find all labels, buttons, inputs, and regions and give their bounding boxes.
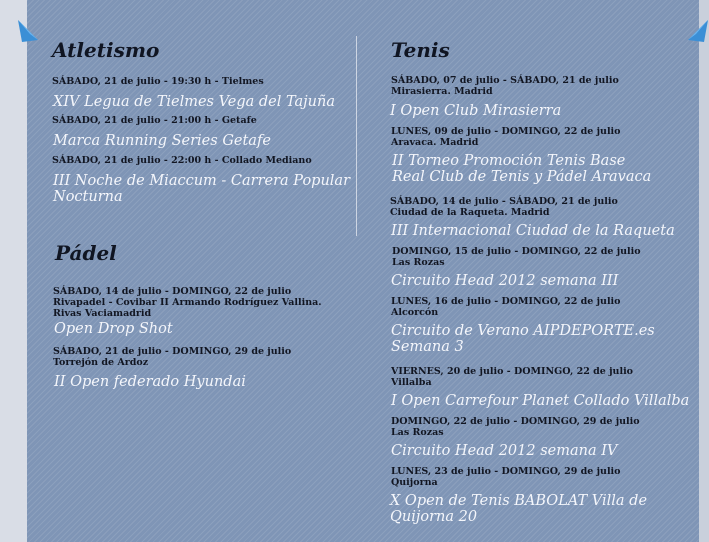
- event-meta: LUNES, 16 de julio - DOMINGO, 22 de julio Alcorcón: [391, 296, 621, 318]
- section-title-padel: Pádel: [55, 241, 117, 265]
- event-meta: SÁBADO, 21 de julio - DOMINGO, 29 de julio Torrejón de Ardoz: [53, 346, 292, 368]
- section-title-atletismo: Atletismo: [52, 38, 160, 62]
- event-meta: DOMINGO, 15 de julio - DOMINGO, 22 de julio Las Rozas: [392, 246, 641, 268]
- right-margin-strip: [699, 0, 709, 542]
- event-link[interactable]: Circuito Head 2012 semana IV: [391, 443, 618, 459]
- event-meta: SÁBADO, 07 de julio - SÁBADO, 21 de julio Mirasierra. Madrid: [391, 75, 619, 97]
- event-link[interactable]: I Open Carrefour Planet Collado Villalba: [391, 393, 690, 409]
- event-meta: VIERNES, 20 de julio - DOMINGO, 22 de julio Villalba: [391, 366, 634, 388]
- event-link[interactable]: Marca Running Series Getafe: [53, 133, 271, 149]
- corner-tab-icon: [16, 20, 38, 42]
- event-link[interactable]: Open Drop Shot: [54, 321, 173, 337]
- event-meta: LUNES, 09 de julio - DOMINGO, 22 de julio Aravaca. Madrid: [391, 126, 621, 148]
- corner-tab-icon: [688, 20, 709, 42]
- event-link[interactable]: I Open Club Mirasierra: [390, 103, 562, 119]
- event-meta: SÁBADO, 21 de julio - 22:00 h - Collado Mediano: [52, 155, 312, 166]
- event-meta: SÁBADO, 14 de julio - SÁBADO, 21 de julio Ciudad de la Raqueta. Madrid: [390, 196, 618, 218]
- event-meta: SÁBADO, 21 de julio - 19:30 h - Tielmes: [52, 76, 264, 87]
- event-link[interactable]: II Torneo Promoción Tenis Base Real Club de Tenis y Pádel Aravaca: [392, 153, 652, 185]
- event-meta: LUNES, 23 de julio - DOMINGO, 29 de julio Quijorna: [391, 466, 621, 488]
- event-link[interactable]: III Internacional Ciudad de la Raqueta: [391, 223, 675, 239]
- event-link[interactable]: X Open de Tenis BABOLAT Villa de Quijorna 20: [390, 493, 648, 525]
- event-meta: DOMINGO, 22 de julio - DOMINGO, 29 de julio Las Rozas: [391, 416, 640, 438]
- event-link[interactable]: XIV Legua de Tielmes Vega del Tajuña: [53, 94, 335, 110]
- column-divider: [356, 36, 357, 236]
- event-meta: SÁBADO, 21 de julio - 21:00 h - Getafe: [52, 115, 257, 126]
- event-link[interactable]: II Open federado Hyundai: [54, 374, 246, 390]
- event-link[interactable]: Circuito de Verano AIPDEPORTE.es Semana 3: [391, 323, 655, 355]
- section-title-tenis: Tenis: [391, 38, 450, 62]
- event-meta: SÁBADO, 14 de julio - DOMINGO, 22 de julio Rivapadel - Covibar II Armando Rodríguez Vallina. Rivas Vaciamadrid: [53, 286, 322, 319]
- event-link[interactable]: III Noche de Miaccum - Carrera Popular Nocturna: [53, 173, 351, 205]
- event-link[interactable]: Circuito Head 2012 semana III: [391, 273, 619, 289]
